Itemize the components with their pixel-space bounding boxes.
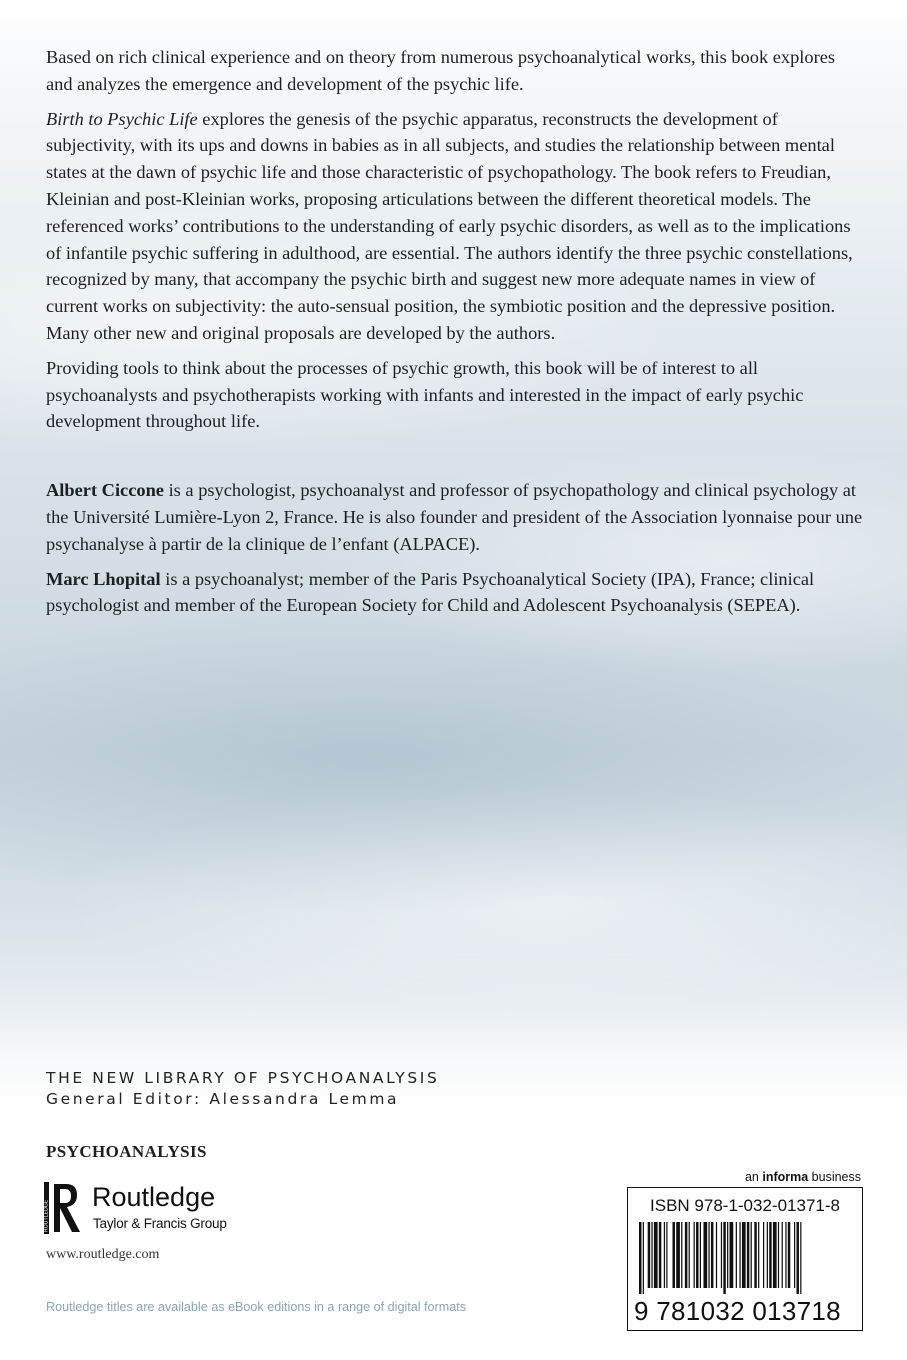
blurb-paragraph-2-text: explores the genesis of the psychic apparatus, reconstructs the development of subjectivity, with its ups and downs in babies as in all subjects, and studies the relationship between mental states at the dawn of psychic life and those characteristic of psychopathology. The book refers to Freudian, Kleinian and post-Kleinian works, proposing articulations between the different theoretical models. The referenced works’ contributions to the understanding of early psychic disorders, as well as to the implications of infantile psychic suffering in adulthood, are essential. The authors identify the three psychic constellations, recognized by many, that accompany the psychic birth and suggest new more adequate names in view of current works on subjectivity: the auto-sensual position, the symbiotic position and the depressive position. Many other new and original proposals are developed by the authors. <box>46 108 853 343</box>
barcode-bar <box>796 1222 798 1294</box>
barcode-bar <box>736 1222 737 1288</box>
barcode-bar <box>742 1222 746 1288</box>
author-name: Albert Ciccone <box>46 480 164 501</box>
isbn-barcode <box>627 1187 863 1331</box>
author-name: Marc Lhopital <box>46 568 161 589</box>
informa-brand: informa <box>762 1170 809 1184</box>
publisher-url: www.routledge.com <box>46 1247 160 1262</box>
barcode-bar <box>767 1222 768 1288</box>
barcode-bar <box>672 1222 674 1288</box>
blurb-paragraph-3: Providing tools to think about the processes of psychic growth, this book will be of interest to all psychoanalysts and psychotherapists working with infants and interested in the impact of early psychic development throughout life. <box>46 357 804 432</box>
barcode-bar <box>664 1222 665 1288</box>
author-bio <box>46 477 864 557</box>
barcode-bar <box>643 1222 644 1294</box>
barcode-bar <box>666 1222 667 1288</box>
barcode-bar <box>694 1222 695 1288</box>
author-bio-text: is a psychologist, psychoanalyst and professor of psychopathology and clinical psychology at the Université Lumière-Lyon 2, France. He is also founder and president of the Association lyonnaise pour une psychanalyse à partir de la clinique de l’enfant (ALPACE). <box>46 480 863 554</box>
barcode-bar <box>696 1222 698 1288</box>
barcode-bar <box>654 1222 658 1288</box>
series-info <box>46 1068 439 1110</box>
barcode-bar <box>751 1222 752 1288</box>
barcode-bars <box>637 1222 855 1294</box>
barcode-bar <box>727 1222 728 1288</box>
barcode-bar <box>794 1222 795 1288</box>
barcode-bar <box>739 1222 740 1288</box>
publisher-name: Routledge <box>92 1182 216 1212</box>
barcode-bar <box>721 1222 722 1288</box>
routledge-logo-icon <box>44 1180 86 1236</box>
barcode-bar <box>700 1222 701 1288</box>
barcode-bar <box>773 1222 777 1288</box>
barcode-bar <box>685 1222 687 1288</box>
barcode-bar <box>769 1222 771 1288</box>
publisher-group: Taylor & Francis Group <box>93 1216 227 1231</box>
barcode-bar <box>758 1222 759 1288</box>
barcode-bar <box>676 1222 680 1288</box>
isbn-label: ISBN 978-1-032-01371-8 <box>650 1196 840 1215</box>
barcode-digits: 9 781032 013718 <box>634 1296 841 1326</box>
series-editor: General Editor: Alessandra Lemma <box>46 1090 400 1108</box>
barcode-bar <box>800 1222 801 1294</box>
barcode-bar <box>716 1222 717 1288</box>
blurb-paragraph-2 <box>46 106 864 347</box>
back-cover-blurb <box>46 44 864 627</box>
barcode-bar <box>754 1222 756 1288</box>
informa-tagline: an informa business <box>744 1170 861 1184</box>
barcode-bar <box>703 1222 707 1288</box>
series-name: THE NEW LIBRARY OF PSYCHOANALYSIS <box>46 1069 440 1087</box>
barcode-bar <box>778 1222 779 1288</box>
barcode-bar <box>785 1222 786 1288</box>
barcode-bar <box>730 1222 734 1288</box>
barcode-bar <box>747 1222 749 1288</box>
barcode-bar <box>659 1222 661 1288</box>
barcode-bar <box>639 1222 641 1294</box>
category-label: PSYCHOANALYSIS <box>46 1142 207 1161</box>
publisher-logo <box>44 1180 244 1236</box>
barcode-bar <box>708 1222 709 1288</box>
barcode-bar <box>723 1222 725 1294</box>
barcode-bar <box>711 1222 713 1288</box>
barcode-bar <box>689 1222 690 1288</box>
book-title: Birth to Psychic Life <box>46 108 198 129</box>
blurb-paragraph-1: Based on rich clinical experience and on theory from numerous psychoanalytical works, this book explores and analyzes the emergence and development of the psychic life. <box>46 47 836 94</box>
author-bio <box>46 566 864 620</box>
barcode-bar <box>782 1222 783 1288</box>
svg-text:ROUTLEDGE: ROUTLEDGE <box>44 1199 50 1232</box>
ebook-note: Routledge titles are available as eBook editions in a range of digital formats <box>46 1300 467 1314</box>
barcode-bar <box>788 1222 790 1288</box>
barcode-bar <box>681 1222 682 1288</box>
barcode-bar <box>651 1222 652 1288</box>
author-bio-text: is a psychoanalyst; member of the Paris Psychoanalytical Society (IPA), France; clinical psychologist and member of the European Society for Child and Adolescent Psychoanalysis (SEPEA). <box>46 568 815 616</box>
barcode-bar <box>763 1222 764 1288</box>
barcode-bar <box>648 1222 650 1288</box>
